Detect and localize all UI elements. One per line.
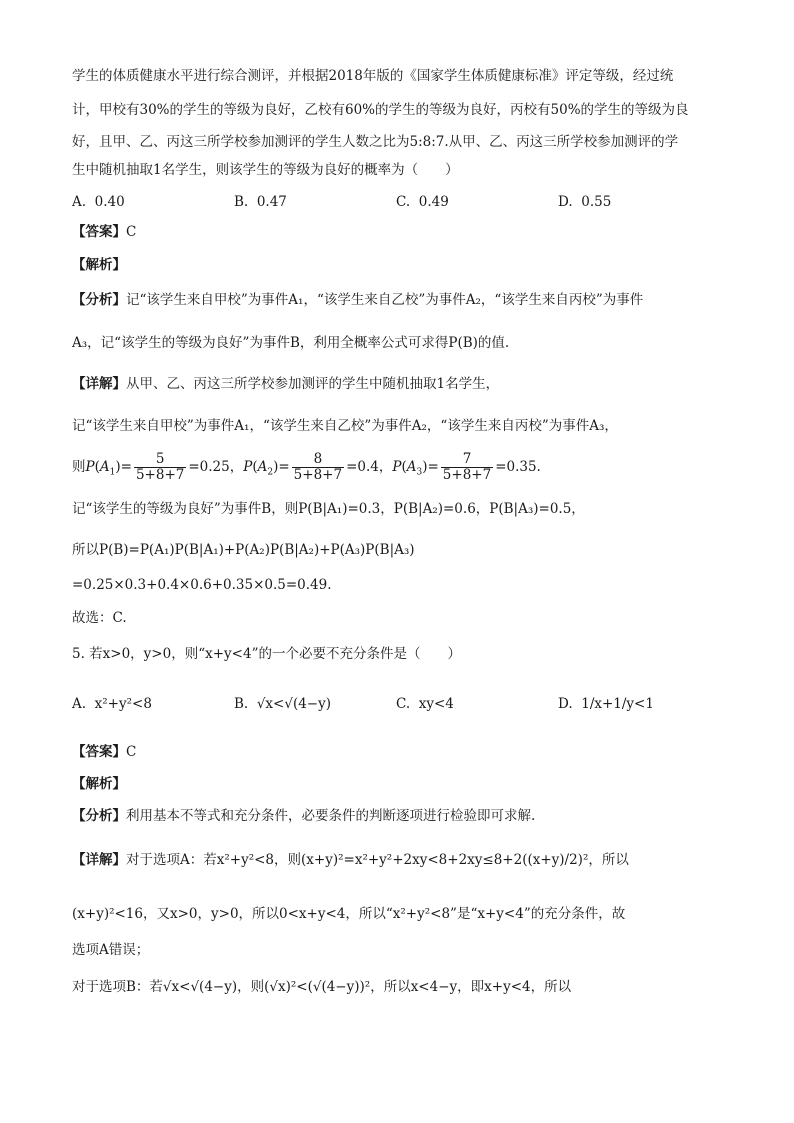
q4-stem-line-2: 计，甲校有30%的学生的等级为良好，乙校有60%的学生的等级为良好，丙校有50%的学生的等级为良 <box>72 102 689 118</box>
q5-option-a: A. x²+y²<8 <box>72 696 152 712</box>
q5-detail-a-line-1: 【详解】对于选项A：若x²+y²<8，则(x+y)²=x²+y²+2xy<8+2xy≤8+2((x+y)/2)²，所以 <box>72 852 629 868</box>
q5-detail-b-line-1: 对于选项B：若√x<√(4−y)，则(√x)²<(√(4−y))²，所以x<4−y，即x+y<4，所以 <box>72 979 572 995</box>
q4-conclusion: 故选：C. <box>72 610 127 626</box>
q4-detail-line-2: 记“该学生来自甲校”为事件A₁，“该学生来自乙校”为事件A₂，“该学生来自丙校”为事件A₃， <box>72 418 618 434</box>
q5-detail-a-line-3: 选项A错误； <box>72 942 150 958</box>
q4-option-d: D. 0.55 <box>558 194 612 210</box>
q4-option-a: A. 0.40 <box>72 194 125 210</box>
q5-fenxi: 【分析】利用基本不等式和充分条件，必要条件的判断逐项进行检验即可求解. <box>72 808 536 824</box>
q4-detail-line-5: 所以P(B)=P(A₁)P(B|A₁)+P(A₂)P(B|A₂)+P(A₃)P(B|A₃) <box>72 542 415 558</box>
q4-detail-line-1: 【详解】从甲、乙、丙这三所学校参加测评的学生中随机抽取1名学生， <box>72 376 500 392</box>
q4-analysis-tag: 【解析】 <box>72 257 126 273</box>
q5-option-b: B. √x<√(4−y) <box>234 696 332 712</box>
q5-answer: 【答案】C <box>72 744 137 760</box>
q4-answer: 【答案】C <box>72 224 137 240</box>
q5-option-c: C. xy<4 <box>396 696 454 712</box>
q4-fenxi-line-2: A₃，记“该学生的等级为良好”为事件B，利用全概率公式可求得P(B)的值. <box>72 335 510 351</box>
q4-option-c: C. 0.49 <box>396 194 449 210</box>
q5-option-d: D. 1/x+1/y<1 <box>558 696 654 712</box>
q5-analysis-tag: 【解析】 <box>72 776 126 792</box>
q5-detail-a-line-2: (x+y)²<16，又x>0，y>0，所以0<x+y<4，所以“x²+y²<8”是“x+y<4”的充分条件，故 <box>72 906 626 922</box>
q4-detail-line-4: 记“该学生的等级为良好”为事件B，则P(B|A₁)=0.3，P(B|A₂)=0.6，P(B|A₃)=0.5， <box>72 501 585 517</box>
q4-detail-line-3: 则$P(A_1)=$ $\frac{5}{5+8+7}$ =0.25，$P(A_2)=$ $\frac{8}{5+8+7}$ =0.4，$P(A_3)=$ $\frac{7}{5+8+7}$ =0.35. <box>72 451 541 483</box>
q4-detail-line-6: =0.25×0.3+0.4×0.6+0.35×0.5=0.49. <box>72 577 332 593</box>
q5-stem: 5. 若x>0，y>0，则“x+y<4”的一个必要不充分条件是（ ） <box>72 646 461 662</box>
q4-option-b: B. 0.47 <box>234 194 287 210</box>
q4-stem-line-4: 生中随机抽取1名学生，则该学生的等级为良好的概率为（ ） <box>72 162 459 178</box>
q4-fenxi-line-1: 【分析】记“该学生来自甲校”为事件A₁，“该学生来自乙校”为事件A₂，“该学生来自丙校”为事件 <box>72 292 644 308</box>
q4-stem-line-1: 学生的体质健康水平进行综合测评，并根据2018年版的《国家学生体质健康标准》评定等级，经过统 <box>72 68 674 84</box>
q4-stem-line-3: 好，且甲、乙、丙这三所学校参加测评的学生人数之比为5:8:7.从甲、乙、丙这三所学校参加测评的学 <box>72 134 679 150</box>
